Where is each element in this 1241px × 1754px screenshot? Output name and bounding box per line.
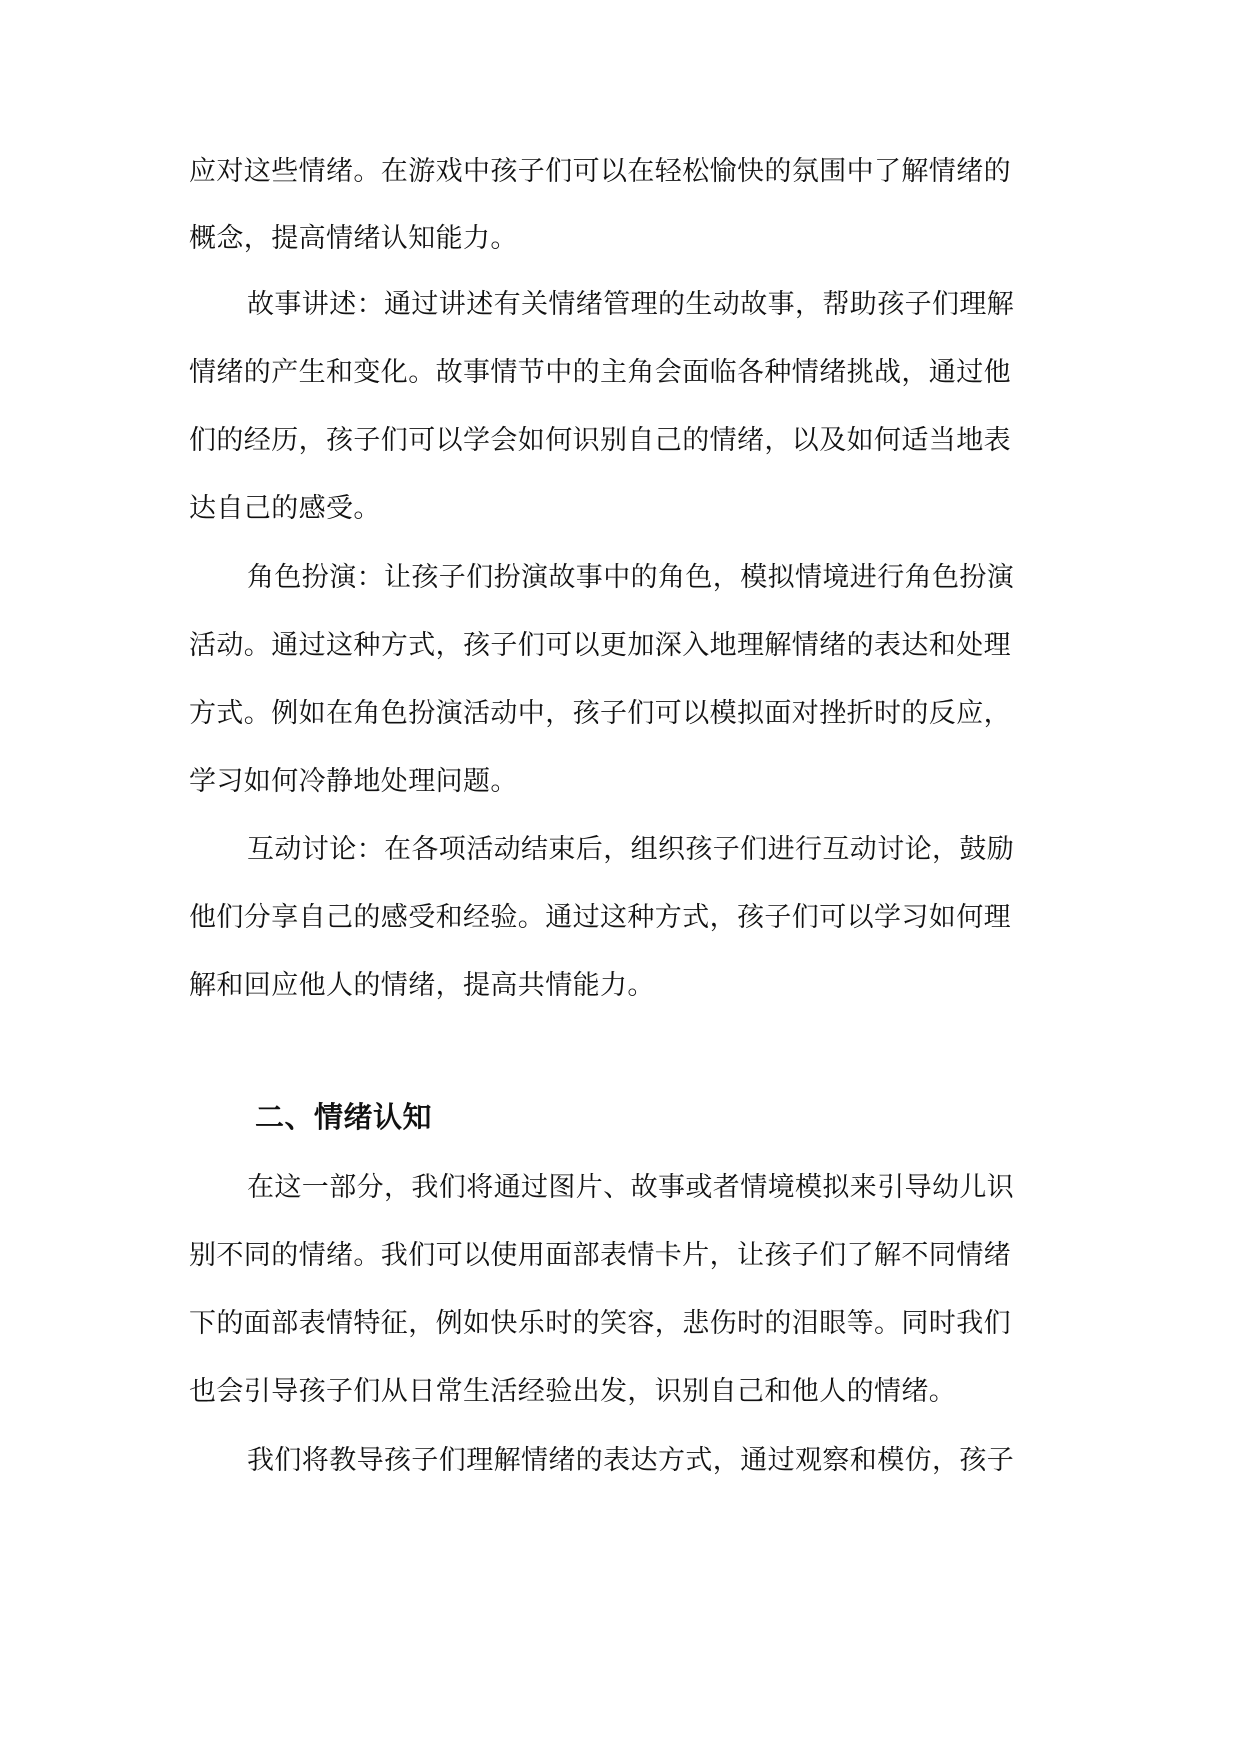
text-line: 达自己的感受。	[189, 493, 381, 524]
text-line: 别不同的情绪。我们可以使用面部表情卡片，让孩子们了解不同情绪	[189, 1240, 1011, 1271]
text-line: 概念，提高情绪认知能力。	[189, 223, 518, 254]
text-line: 也会引导孩子们从日常生活经验出发，识别自己和他人的情绪。	[189, 1376, 957, 1407]
text-line: 学习如何冷静地处理问题。	[189, 766, 518, 797]
text-line: 互动讨论：在各项活动结束后，组织孩子们进行互动讨论，鼓励	[247, 834, 1015, 865]
text-line: 我们将教导孩子们理解情绪的表达方式，通过观察和模仿，孩子	[247, 1445, 1015, 1476]
text-line: 活动。通过这种方式，孩子们可以更加深入地理解情绪的表达和处理	[189, 630, 1011, 661]
text-line: 情绪的产生和变化。故事情节中的主角会面临各种情绪挑战，通过他	[189, 357, 1011, 388]
text-line: 们的经历，孩子们可以学会如何识别自己的情绪，以及如何适当地表	[189, 425, 1011, 456]
text-line: 故事讲述：通过讲述有关情绪管理的生动故事，帮助孩子们理解	[247, 289, 1015, 320]
text-line: 应对这些情绪。在游戏中孩子们可以在轻松愉快的氛围中了解情绪的	[189, 156, 1011, 187]
text-line: 下的面部表情特征，例如快乐时的笑容，悲伤时的泪眼等。同时我们	[189, 1308, 1011, 1339]
text-line: 方式。例如在角色扮演活动中，孩子们可以模拟面对挫折时的反应，	[189, 698, 1011, 729]
section-heading: 二、情绪认知	[255, 1100, 433, 1134]
text-line: 解和回应他人的情绪，提高共情能力。	[189, 970, 655, 1001]
text-line: 在这一部分，我们将通过图片、故事或者情境模拟来引导幼儿识	[247, 1172, 1015, 1203]
text-line: 角色扮演：让孩子们扮演故事中的角色，模拟情境进行角色扮演	[247, 562, 1015, 593]
text-line: 他们分享自己的感受和经验。通过这种方式，孩子们可以学习如何理	[189, 902, 1011, 933]
